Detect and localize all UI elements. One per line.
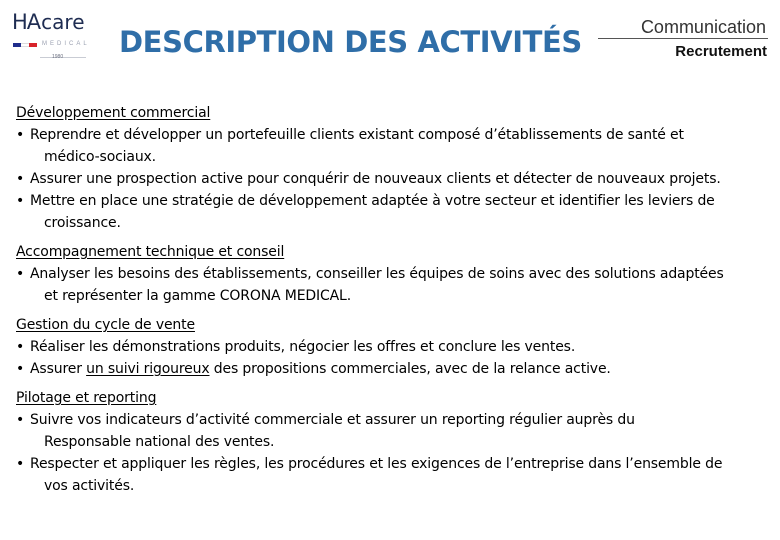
activities-content	[16, 102, 770, 504]
bullet-icon: •	[16, 171, 25, 187]
list-item: • Suivre vos indicateurs d’activité commerciale et assurer un reporting régulier auprès du Responsable national des ventes.	[16, 409, 770, 453]
french-flag-icon	[13, 43, 37, 47]
logo-subtitle: MEDICAL	[42, 41, 90, 47]
list-item: • Assurer un suivi rigoureux des propositions commerciales, avec de la relance active.	[16, 358, 770, 380]
bullet-icon: •	[16, 339, 25, 355]
section-pilotage	[16, 387, 770, 497]
bullet-icon: •	[16, 456, 25, 472]
list-item: • Mettre en place une stratégie de développement adaptée à votre secteur et identifier les leviers de croissance.	[16, 190, 770, 234]
company-logo	[12, 10, 92, 60]
bullet-icon: •	[16, 412, 25, 428]
logo-since: 1980	[52, 54, 64, 60]
section-developpement	[16, 102, 770, 234]
section-cycle-vente	[16, 314, 770, 380]
page-title: DESCRIPTION DES ACTIVITÉS	[119, 25, 582, 59]
header-category: Communication	[640, 17, 766, 37]
underlined-emphasis: un suivi rigoureux	[86, 361, 210, 377]
section-title: Gestion du cycle de vente	[16, 317, 195, 333]
bullet-icon: •	[16, 127, 25, 143]
header-subcategory: Recrutement	[675, 43, 767, 60]
list-item: • Reprendre et développer un portefeuille clients existant composé d’établissements de santé et médico-sociaux.	[16, 124, 770, 168]
list-item: • Analyser les besoins des établissements, conseiller les équipes de soins avec des solutions adaptées et représenter la gamme CORONA MEDICAL.	[16, 263, 770, 307]
bullet-icon: •	[16, 266, 25, 282]
bullet-icon: •	[16, 193, 25, 209]
bullet-icon: •	[16, 361, 25, 377]
list-item: • Assurer une prospection active pour conquérir de nouveaux clients et détecter de nouveaux projets.	[16, 168, 770, 190]
list-item: • Réaliser les démonstrations produits, négocier les offres et conclure les ventes.	[16, 336, 770, 358]
header-divider	[598, 38, 768, 39]
section-title: Pilotage et reporting	[16, 390, 157, 406]
section-accompagnement	[16, 241, 770, 307]
section-title: Accompagnement technique et conseil	[16, 244, 285, 260]
logo-wordmark: HAcare	[12, 10, 85, 34]
section-title: Développement commercial	[16, 105, 211, 121]
list-item: • Respecter et appliquer les règles, les procédures et les exigences de l’entreprise dans l’ensemble de vos activités.	[16, 453, 770, 497]
